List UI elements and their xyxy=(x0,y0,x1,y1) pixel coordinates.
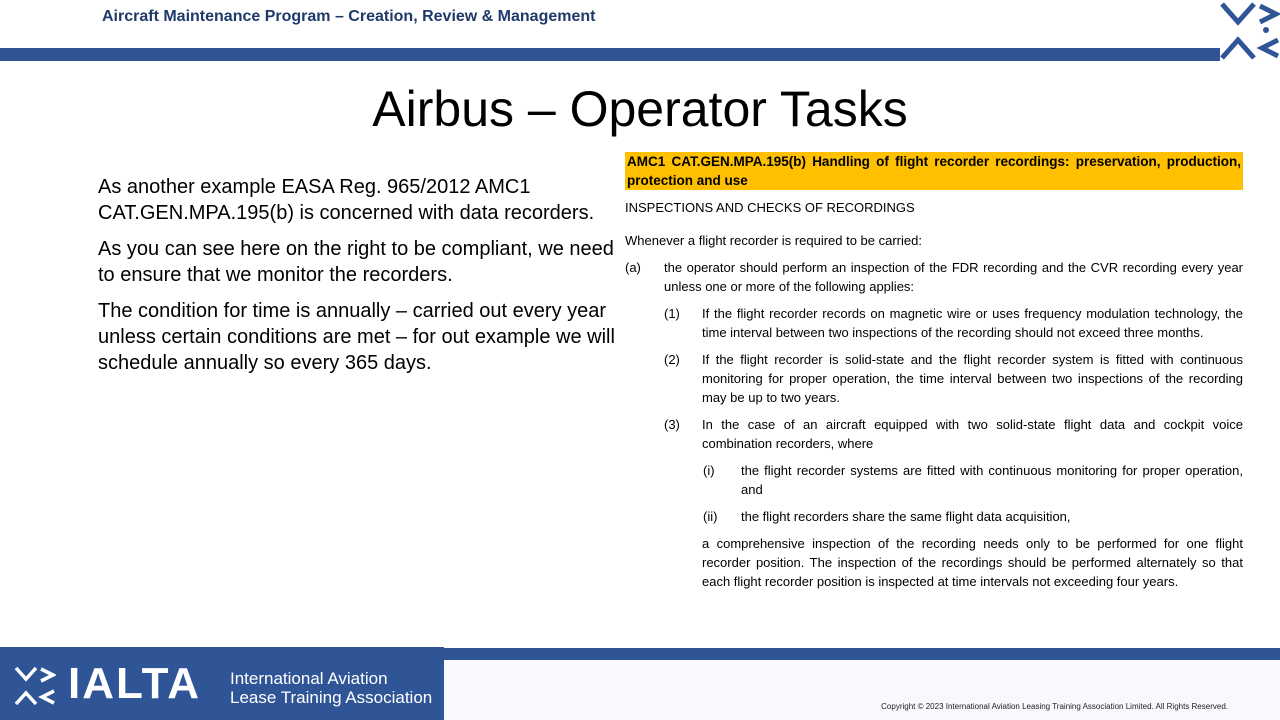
brand-line: International Aviation xyxy=(230,669,388,688)
paragraph: The condition for time is annually – carried out every year unless certain conditions are met – for out example we will schedule annually so every 365 days. xyxy=(98,300,615,374)
item-text: the flight recorder systems are fitted with continuous monitoring for proper operation, and xyxy=(741,463,1243,497)
regulation-heading: AMC1 CAT.GEN.MPA.195(b) Handling of flight recorder recordings: preservation, production, protection and use xyxy=(627,154,1241,188)
ialta-mark-icon xyxy=(14,665,56,707)
brand-name: IALTA xyxy=(68,659,201,708)
item-text: If the flight recorder records on magnetic wire or uses frequency modulation technology, the time interval between two inspections of the recording should not exceed three months. xyxy=(702,306,1243,340)
list-item xyxy=(625,461,1243,499)
regulation-closing: a comprehensive inspection of the recording needs only to be performed for one flight recorder position. The inspection of the recordings should be performed alternately so that each flight recorder position is inspected at time intervals not exceeding four years. xyxy=(702,536,1243,589)
copyright-notice: Copyright © 2023 International Aviation Leasing Training Association Limited. All Rights Reserved. xyxy=(881,702,1228,711)
item-number: (ii) xyxy=(703,509,718,524)
brand-line: Lease Training Association xyxy=(230,688,433,707)
left-text-block xyxy=(98,174,618,386)
item-number: (3) xyxy=(664,417,680,432)
item-number: (1) xyxy=(664,306,680,321)
header-bar xyxy=(0,48,1220,61)
item-number: (i) xyxy=(703,463,715,478)
header-title: Aircraft Maintenance Program – Creation, Review & Management xyxy=(102,8,596,25)
ialta-logo-icon xyxy=(1218,0,1280,62)
list-item xyxy=(625,507,1243,526)
item-number: (a) xyxy=(625,260,641,275)
footer-logo xyxy=(0,647,444,720)
item-text: In the case of an aircraft equipped with two solid-state flight data and cockpit voice combination recorders, where xyxy=(702,417,1243,451)
item-text: If the flight recorder is solid-state and the flight recorder system is fitted with continuous monitoring for proper operation, the time interval between two inspections of the recording may be up to two years. xyxy=(702,352,1243,405)
list-item xyxy=(625,304,1243,342)
regulation-intro: Whenever a flight recorder is required to be carried: xyxy=(625,233,922,248)
list-item xyxy=(625,258,1243,296)
regulation-excerpt xyxy=(625,152,1243,591)
paragraph: As you can see here on the right to be compliant, we need to ensure that we monitor the recorders. xyxy=(98,238,614,286)
brand-tagline xyxy=(230,669,432,707)
slide-title: Airbus – Operator Tasks xyxy=(372,81,908,137)
paragraph: As another example EASA Reg. 965/2012 AMC1 CAT.GEN.MPA.195(b) is concerned with data recorders. xyxy=(98,176,595,224)
list-item xyxy=(625,350,1243,407)
footer-bar xyxy=(444,648,1280,660)
item-number: (2) xyxy=(664,352,680,367)
item-text: the flight recorders share the same flight data acquisition, xyxy=(741,509,1071,524)
regulation-subheading: INSPECTIONS AND CHECKS OF RECORDINGS xyxy=(625,200,915,215)
list-item xyxy=(625,415,1243,453)
item-text: the operator should perform an inspection of the FDR recording and the CVR recording every year unless one or more of the following applies: xyxy=(664,260,1243,294)
footer-background xyxy=(444,660,1280,720)
